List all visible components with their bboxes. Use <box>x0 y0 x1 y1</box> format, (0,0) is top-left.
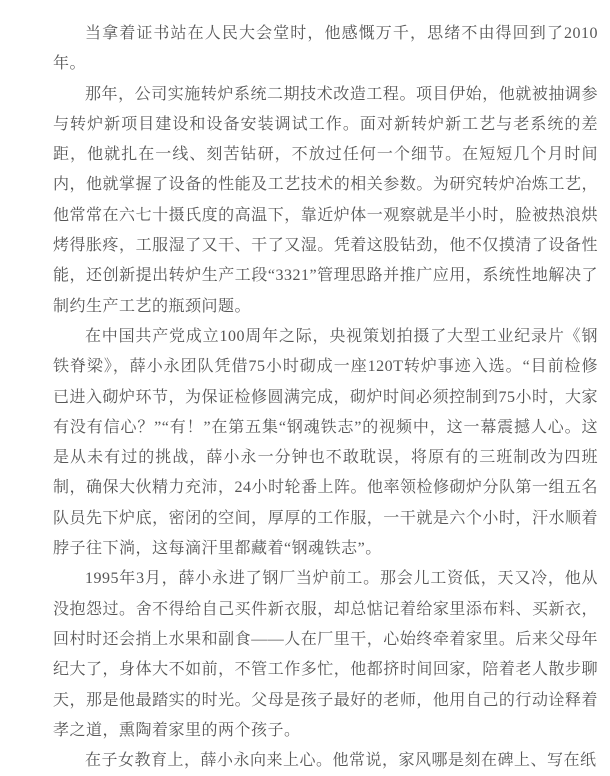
paragraph-award-memory: 当拿着证书站在人民大会堂时，他感慨万千，思绪不由得回到了2010年。 <box>53 25 598 73</box>
paragraph-documentary: 在中国共产党成立100周年之际，央视策划拍摄了大型工业纪录片《钢铁脊梁》，薛小永团队凭借75小时砌成一座120T转炉事迹入选。“目前检修已进入砌炉环节，为保证检修圆满完成，砌炉时间必须控制到75小时，大家有没有信心？”“有！”在第五集“钢魂铁志”的视频中，这一幕震撼人心。这是从未有过的挑战，薛小永一分钟也不敢耽误，将原有的三班制改为四班制，确保大伙精力充沛，24小时轮番上阵。他率领检修砌炉分队第一组五名队员先下炉底，密闭的空间，厚厚的工作服，一干就是六个小时，汗水顺着脖子往下淌，这每滴汗里都藏着“钢魂铁志”。 <box>53 327 599 558</box>
paragraph-family: 1995年3月，薛小永进了钢厂当炉前工。那会儿工资低，天又冷，他从没抱怨过。舍不得给自己买件新衣服，却总惦记着给家里添布料、买新衣，回村时还会捎上水果和副食——人在厂里干，心始终牵着家里。后来父母年纪大了，身体大不如前，不管工作多忙，他都挤时间回家，陪着老人散步聊天，那是他最踏实的时光。父母是孩子最好的老师，他用自己的行动诠释着孝之道，熏陶着家里的两个孩子。 <box>53 570 598 739</box>
paragraph-education: 在子女教育上，薛小永向来上心。他常说，家风哪是刻在碑上、写在纸 <box>85 752 597 770</box>
paragraph-converter-project: 那年，公司实施转炉系统二期技术改造工程。项目伊始，他就被抽调参与转炉新项目建设和设备安装调试工作。面对新转炉新工艺与老系统的差距，他就扎在一线、刻苦钻研，不放过任何一个细节。在短短几个月时间内，他就掌握了设备的性能及工艺技术的相关参数。为研究转炉冶炼工艺，他常常在六七十摄氏度的高温下，靠近炉体一观察就是半小时，脸被热浪烘烤得胀疼，工服湿了又干、干了又湿。凭着这股钻劲，他不仅摸清了设备性能，还创新提出转炉生产工段“3321”管理思路并推广应用，系统性地解决了制约生产工艺的瓶颈问题。 <box>53 85 598 315</box>
